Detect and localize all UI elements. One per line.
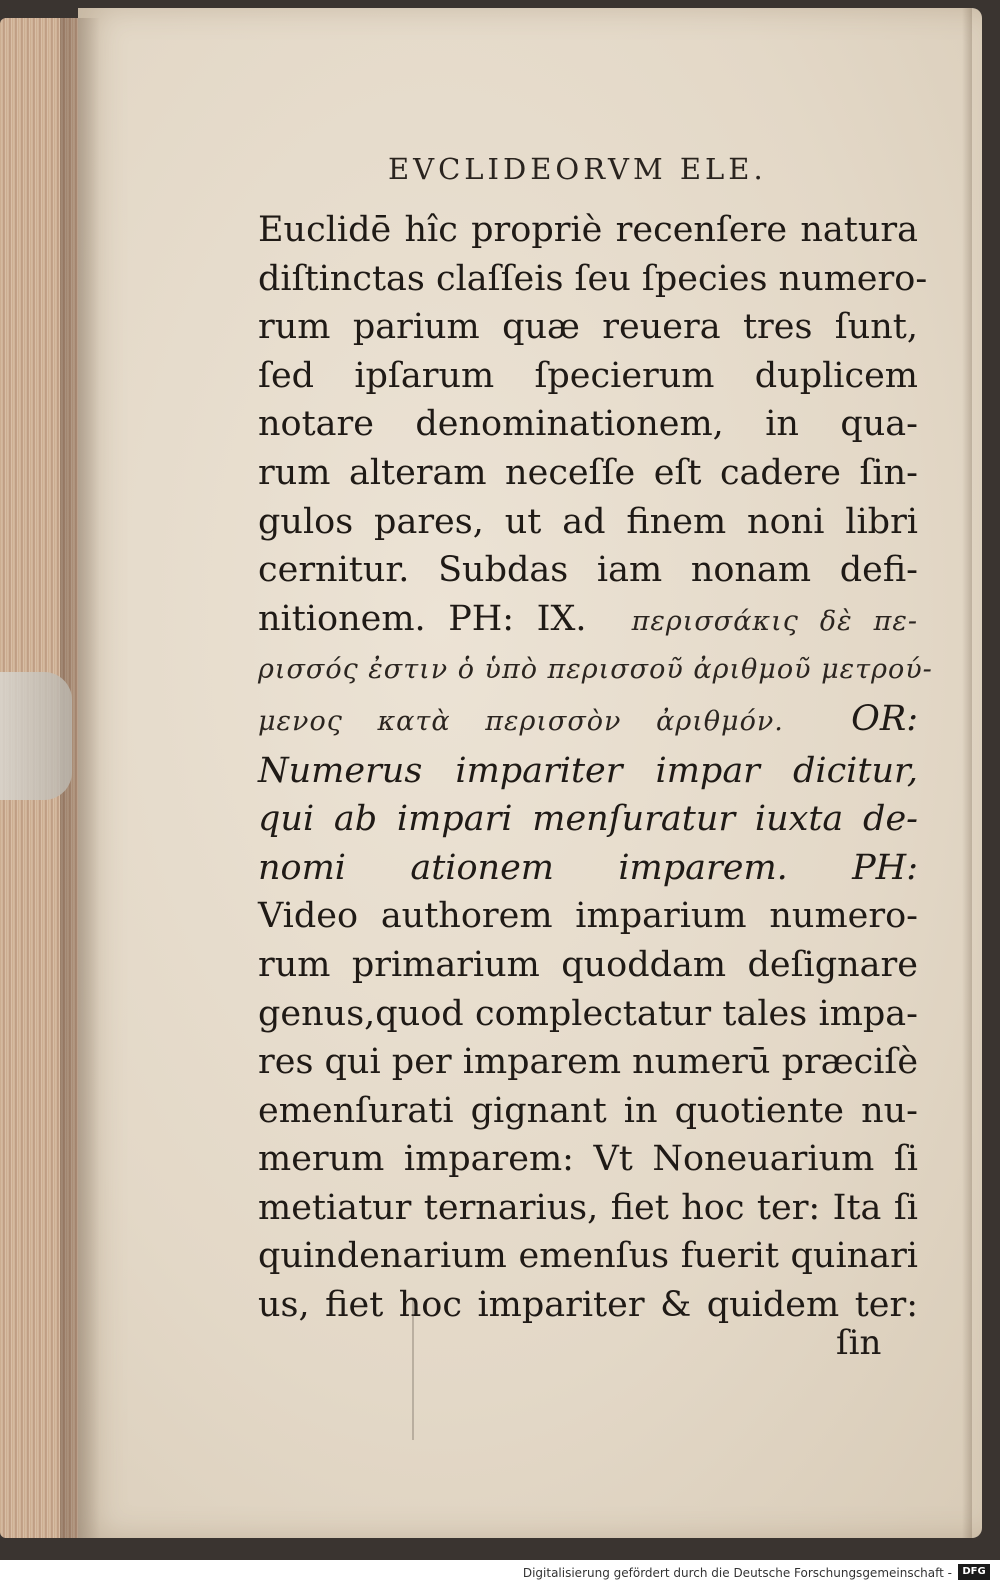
text-line-italic: qui ab impari menſuratur iuxta de- — [258, 799, 918, 840]
greek-segment: μενος κατὰ περισσὸν ἀριθμόν. — [258, 705, 784, 737]
text-line: emenſurati gignant in quotiente nu- — [258, 1090, 918, 1131]
page-text — [258, 206, 933, 1330]
text-line: notare denominationem, in qua- — [258, 404, 918, 445]
text-line-italic: nomi ationem imparem. PH: — [258, 847, 918, 888]
greek-line — [258, 646, 933, 695]
text-line: genus,quod complectatur tales impa- — [258, 993, 918, 1034]
greek-segment: ρισσός ἐστιν ὁ ὑπὸ περισσοῦ ἀριθμοῦ μετρού- — [258, 654, 933, 686]
catchword: ſin — [836, 1323, 882, 1363]
dfg-logo: DFG — [958, 1564, 990, 1580]
text-line-italic: Numerus impariter impar dicitur, — [258, 750, 918, 791]
greek-line — [258, 695, 918, 747]
speaker-tag: OR: — [851, 698, 918, 739]
funding-credit: Digitalisierung gefördert durch die Deutsche Forschungsgemeinschaft - — [522, 1566, 952, 1580]
text-line-mixed — [258, 595, 918, 647]
latin-segment: nitionem. PH: IX. — [258, 598, 587, 639]
text-line: res qui per imparem numerū præciſè — [258, 1042, 919, 1083]
bookmark-tab — [0, 672, 72, 800]
text-line: merum imparem: Vt Noneuarium ſi — [258, 1139, 918, 1180]
text-line: us, fiet hoc impariter & quidem ter: — [258, 1285, 918, 1326]
text-line: rum parium quæ reuera tres ſunt, — [258, 307, 918, 348]
greek-segment: περισσάκις δὲ πε- — [631, 605, 918, 637]
text-line: quindenarium emenſus fuerit quinari — [258, 1236, 918, 1277]
text-line: cernitur. Subdas iam nonam defi- — [258, 550, 918, 591]
text-line: rum alteram neceſſe eſt cadere ſin- — [258, 452, 918, 493]
text-line: gulos pares, ut ad finem noni libri — [258, 501, 918, 542]
text-line: ſed ipſarum ſpecierum duplicem — [258, 355, 918, 396]
text-line: diſtinctas claſſeis ſeu ſpecies numero- — [258, 258, 928, 299]
text-line: rum primarium quoddam deſignare — [258, 944, 918, 985]
page-crease — [412, 1300, 414, 1440]
text-line: Euclidē hîc propriè recenſere natura — [258, 210, 918, 250]
text-line: Video authorem imparium numero- — [258, 896, 918, 937]
running-head: EVCLIDEORVM ELE. — [388, 152, 767, 186]
page-right-edge — [962, 8, 972, 1538]
text-line: metiatur ternarius, fiet hoc ter: Ita ſi — [258, 1187, 918, 1228]
